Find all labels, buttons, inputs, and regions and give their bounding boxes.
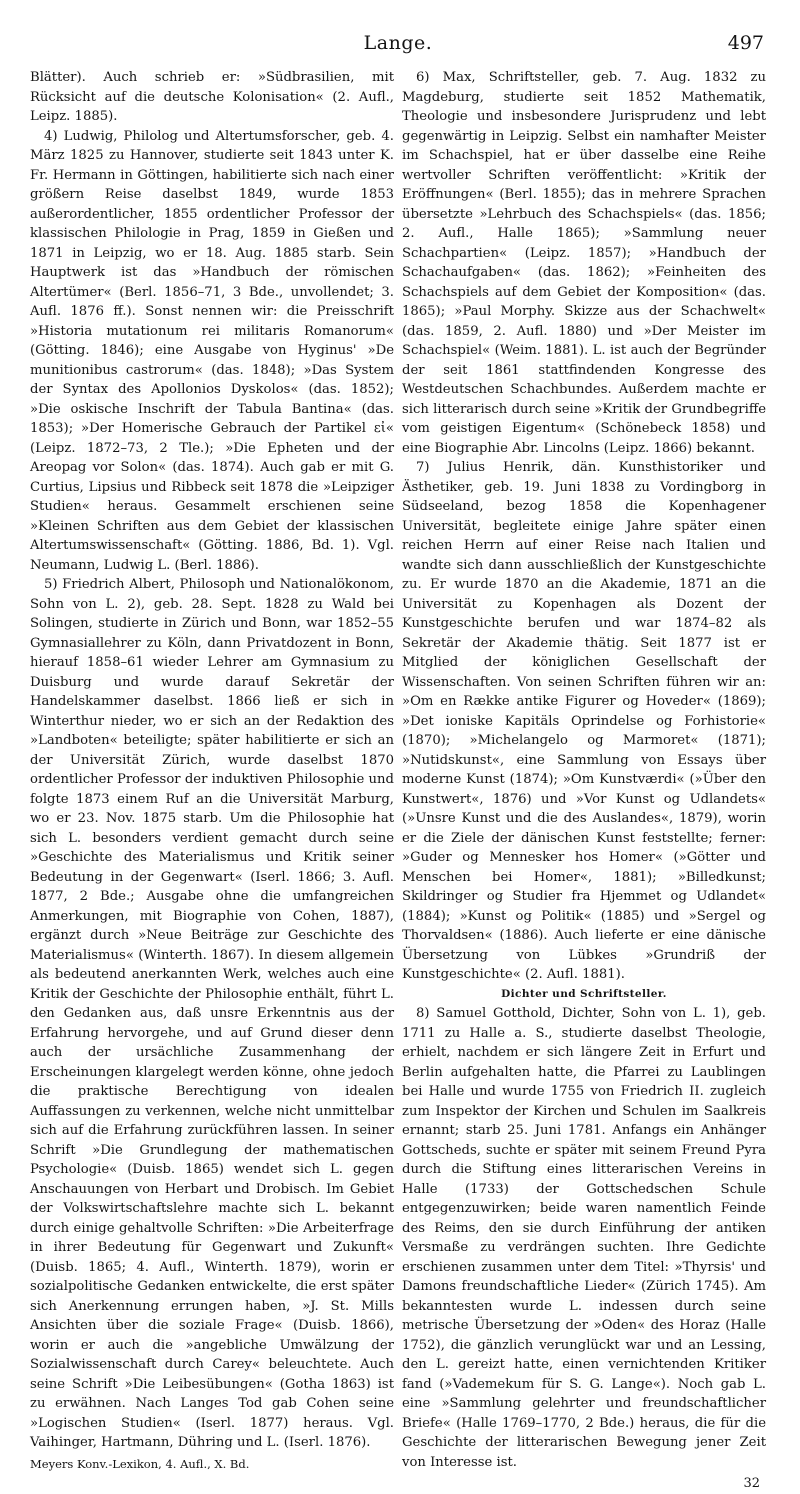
page-footer [30,1455,394,1475]
signature-row [402,1474,766,1494]
entry-friedrich-albert: 5) Friedrich Albert, Philosoph und Nationalökonom, Sohn von L. 2), geb. 28. Sept. 1828 zu Wald bei Solingen, studierte in Zürich und Bonn, war 1852–55 Gymnasiallehrer zu Köln, dann Privatdozent in Bonn, hierauf 1858–61 wieder Lehrer am Gymnasium zu Duisburg und wurde darauf Sekretär der Handelskammer daselbst. 1866 ließ er sich in Winterthur nieder, wo er sich an der Redaktion des »Landboten« beteiligte; später habilitierte er sich an der Universität Zürich, wurde daselbst 1870 ordentlicher Professor der induktiven Philosophie und folgte 1873 einem Ruf an die Universität Marburg, wo er 23. Nov. 1875 starb. Um die Philosophie hat sich L. besonders verdient gemacht durch seine »Geschichte des Materialismus und Kritik seiner Bedeutung in der Gegenwart« (Iserl. 1866; 3. Aufl. 1877, 2 Bde.; Ausgabe ohne die umfangreichen Anmerkungen, mit Biographie von Cohen, 1887), ergänzt durch »Neue Beiträge zur Geschichte des Materialismus« (Winterth. 1867). In diesem allgemein als bedeutend anerkannten Werk, welches auch eine Kritik der Geschichte der Philosophie enthält, führt L. den Gedanken aus, daß unsre Erkenntnis aus der Erfahrung hervorgehe, und auf Grund dieser denn auch der ursächliche Zusammenhang der Erscheinungen klargelegt werden könne, ohne jedoch die praktische Berechtigung von idealen Auffassungen zu verkennen, welche nicht unmittelbar sich auf die Erfahrung zurückführen lassen. In seiner Schrift »Die Grundlegung der mathematischen Psychologie« (Duisb. 1865) wendet sich L. gegen Anschauungen von Herbart und Drobisch. Im Gebiet der Volkswirtschaftslehre machte sich L. bekannt durch einige gehaltvolle Schriften: »Die Arbeiterfrage in ihrer Bedeutung für Gegenwart und Zukunft« (Duisb. 1865; 4. Aufl., Winterth. 1879), worin er sozialpolitische Gedanken entwickelte, die erst später sich Anerkennung errungen haben, »J. St. Mills Ansichten über die soziale Frage« (Duisb. 1866), worin er auch die »angebliche Umwälzung der Sozialwissenschaft durch Carey« beleuchtete. Auch seine Schrift »Die Leibesübungen« (Gotha 1863) ist zu erwähnen. Nach Langes Tod gab Cohen seine »Logischen Studien« (Iserl. 1877) heraus. Vgl. Vaihinger, Hartmann, Dühring und L. (Iserl. 1876). [30,577,394,1450]
footer-imprint: Meyers Konv.-Lexikon, 4. Aufl., X. Bd. [30,1456,250,1471]
text-columns [30,68,766,1491]
entry-max: 6) Max, Schriftsteller, geb. 7. Aug. 1832 zu Magdeburg, studierte seit 1852 Mathematik, Theologie und insbesondere Jurisprudenz und lebt gegenwärtig in Leipzig. Selbst ein namhafter Meister im Schachspiel, hat er über dasselbe eine Reihe wertvoller Schriften veröffentlicht: »Kritik der Eröffnungen« (Berl. 1855); das in mehrere Sprachen übersetzte »Lehrbuch des Schachspiels« (das. 1856; 2. Aufl., Halle 1865); »Sammlung neuer Schachpartien« (Leipz. 1857); »Handbuch der Schachaufgaben« (das. 1862); »Feinheiten des Schachspiels auf dem Gebiet der Komposition« (das. 1865); »Paul Morphy. Skizze aus der Schachwelt« (das. 1859, 2. Aufl. 1880) und »Der Meister im Schachspiel« (Weim. 1881). L. ist auch der Begründer der seit 1861 stattfindenden Kongresse des Westdeutschen Schachbundes. Außerdem machte er sich litterarisch durch seine »Kritik der Grundbegriffe vom geistigen Eigentum« (Schönebeck 1858) und eine Biographie Abr. Lincolns (Leipz. 1866) bekannt. [402,70,766,456]
left-column [30,68,394,1471]
sheet-signature: 32 [743,1476,760,1491]
right-column [402,68,766,1491]
entry-samuel-gotthold: 8) Samuel Gotthold, Dichter, Sohn von L. 1), geb. 1711 zu Halle a. S., studierte daselbst Theologie, erhielt, nachdem er sich längere Zeit in Erfurt und Berlin aufgehalten hatte, die Pfarrei zu Laublingen bei Halle und wurde 1755 von Friedrich II. zugleich zum Inspektor der Kirchen und Schulen im Saalkreis ernannt; starb 25. Juni 1781. Anfangs ein Anhänger Gottscheds, suchte er später mit seinem Freund Pyra durch die Stiftung eines litterarischen Vereins in Halle (1733) der Gottschedschen Schule entgegenzuwirken; beide waren namentlich Feinde des Reims, den sie durch Einführung der antiken Versmaße zu verdrängen suchten. Ihre Gedichte erschienen zusammen unter dem Titel: »Thyrsis' und Damons freundschaftliche Lieder« (Zürich 1745). Am bekanntesten wurde L. indessen durch seine metrische Übersetzung der »Oden« des Horaz (Halle 1752), die gänzlich verunglückt war und an Lessing, den L. gereizt hatte, einen vernichtenden Kritiker fand (»Vademekum für S. G. Lange«). Noch gab L. eine »Sammlung gelehrter und freundschaftlicher Briefe« (Halle 1769–1770, 2 Bde.) heraus, die für die Geschichte der litterarischen Bewegung jener Zeit von Interesse ist. [402,1006,766,1470]
entry-julius-henrik: 7) Julius Henrik, dän. Kunsthistoriker und Ästhetiker, geb. 19. Juni 1838 zu Vordingborg in Südseeland, bezog 1858 die Kopenhagener Universität, begleitete einige Jahre später einen reichen Herrn auf einer Reise nach Italien und wandte sich dann ausschließlich der Kunstgeschichte zu. Er wurde 1870 an die Akademie, 1871 an die Universität zu Kopenhagen als Dozent der Kunstgeschichte berufen und war 1874–82 als Sekretär der Akademie thätig. Seit 1877 ist er Mitglied der königlichen Gesellschaft der Wissenschaften. Von seinen Schriften führen wir an: »Om en Række antike Figurer og Hoveder« (1869); »Det ioniske Kapitäls Oprindelse og Forhistorie« (1870); »Michelangelo og Marmoret« (1871); »Nutidskunst«, eine Sammlung von Essays über moderne Kunst (1874); »Om Kunstværdi« (»Über den Kunstwert«, 1876) und »Vor Kunst og Udlandets« (»Unsre Kunst und die des Auslandes«, 1879), worin er die Ziele der dänischen Kunst feststellte; ferner: »Guder og Mennesker hos Homer« (»Götter und Menschen bei Homer«, 1881); »Billedkunst; Skildringer og Studier fra Hjemmet og Udlandet« (1884); »Kunst og Politik« (1885) und »Sergel og Thorvaldsen« (1886). Auch lieferte er eine dänische Übersetzung von Lübkes »Grundriß der Kunstgeschichte« (2. Aufl. 1881). [402,460,766,982]
page-header [30,28,766,68]
paragraph: Blätter). Auch schrieb er: »Südbrasilien, mit Rücksicht auf die deutsche Kolonisation« (2. Aufl., Leipz. 1885). [30,70,394,124]
page-number: 497 [727,32,764,54]
section-heading: Dichter und Schriftsteller. [501,987,667,1000]
running-head: Lange. [363,32,433,54]
entry-ludwig: 4) Ludwig, Philolog und Altertumsforscher, geb. 4. März 1825 zu Hannover, studierte seit 1843 unter K. Fr. Hermann in Göttingen, habilitierte sich nach einer größern Reise daselbst 1849, wurde 1853 außerordentlicher, 1855 ordentlicher Professor der klassischen Philologie in Prag, 1859 in Gießen und 1871 in Leipzig, wo er 18. Aug. 1885 starb. Sein Hauptwerk ist das »Handbuch der römischen Altertümer« (Berl. 1856–71, 3 Bde., unvollendet; 3. Aufl. 1876 ff.). Sonst nennen wir: die Preisschrift »Historia mutationum rei militaris Romanorum« (Götting. 1846); eine Ausgabe von Hyginus' »De munitionibus castrorum« (das. 1848); »Das System der Syntax des Apollonios Dyskolos« (das. 1852); »Die oskische Inschrift der Tabula Bantina« (das. 1853); »Der Homerische Gebrauch der Partikel εἰ« (Leipz. 1872–73, 2 Tle.); »Die Epheten und der Areopag vor Solon« (das. 1874). Auch gab er mit G. Curtius, Lipsius und Ribbeck seit 1878 die »Leipziger Studien« heraus. Gesammelt erschienen seine »Kleinen Schriften aus dem Gebiet der klassischen Altertumswissenschaft« (Götting. 1886, Bd. 1). Vgl. Neumann, Ludwig L. (Berl. 1886). [30,128,394,573]
